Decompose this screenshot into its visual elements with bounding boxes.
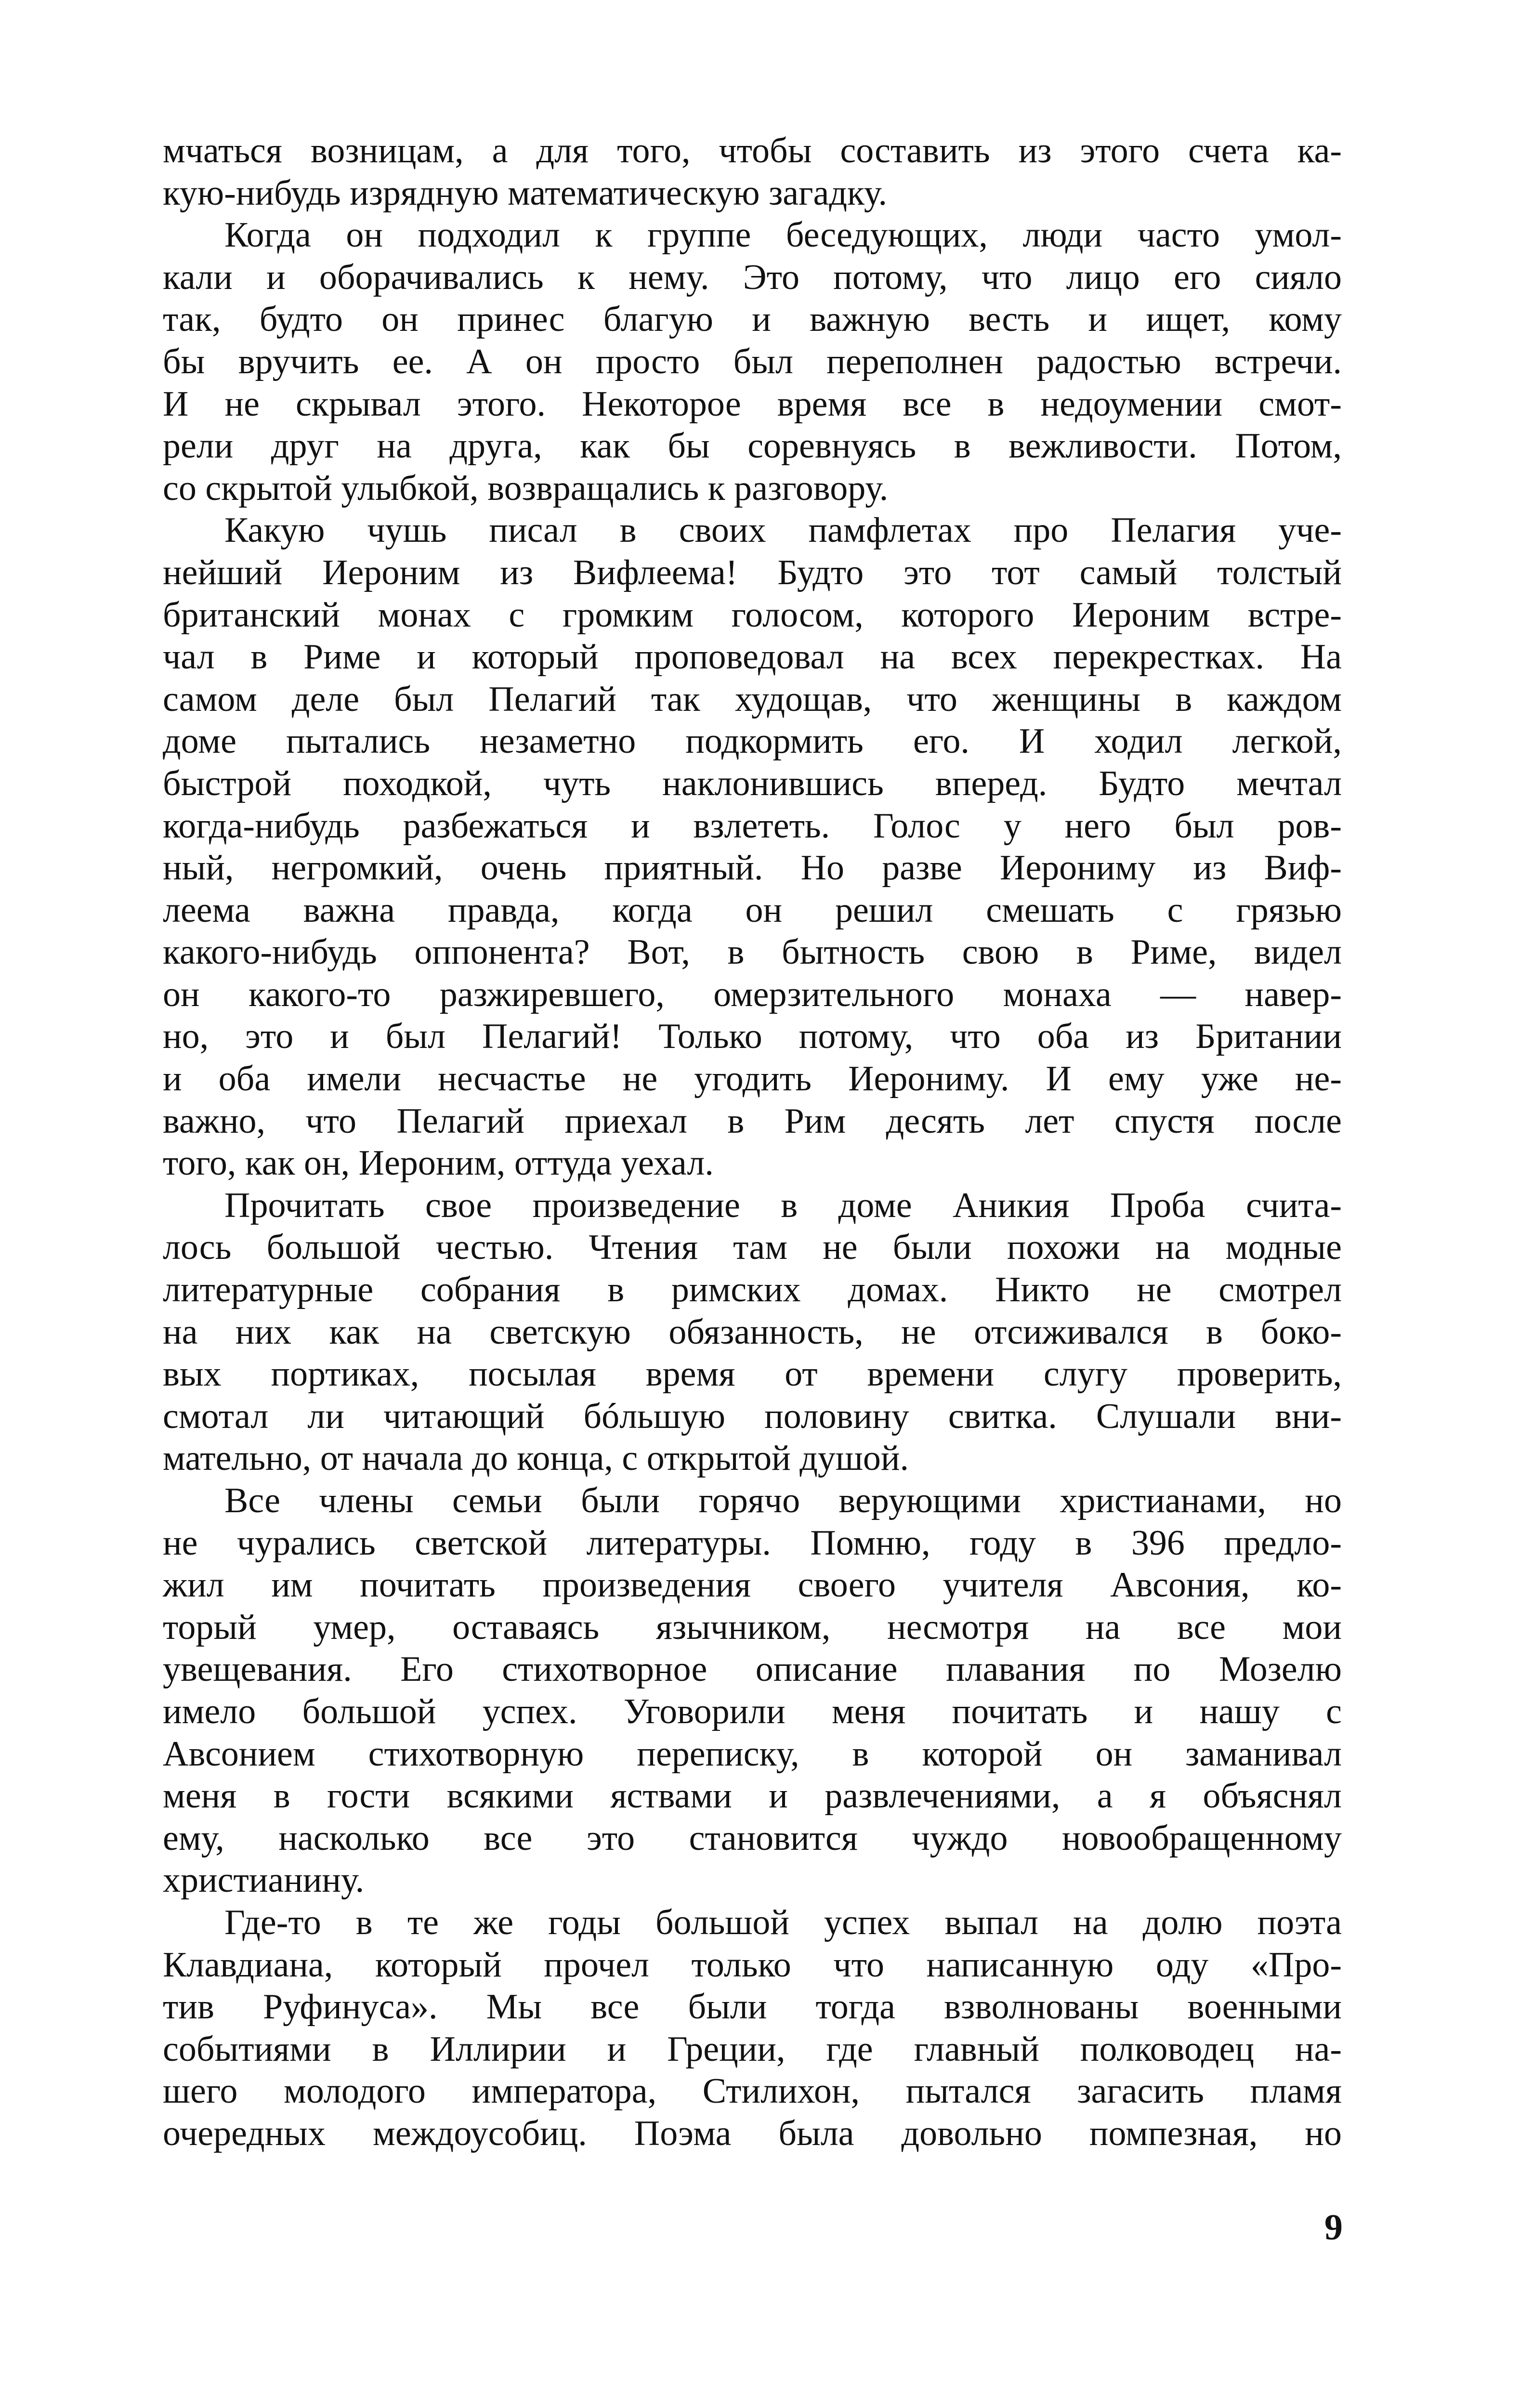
text-line: со скрытой улыбкой, возвращались к разговору. xyxy=(163,468,889,508)
text-line: кую-нибудь изрядную математическую загадку. xyxy=(163,173,887,213)
text-line: мчаться возницам, а для того, чтобы составить из этого счета ка- xyxy=(163,131,1342,170)
text-line: лось большой честью. Чтения там не были похожи на модные xyxy=(163,1228,1342,1268)
text-line: леема важна правда, когда он решил смешать с грязью xyxy=(163,890,1342,930)
text-line: христианину. xyxy=(163,1860,365,1900)
text-line: Прочитать свое произведение в доме Аникия Проба счита- xyxy=(224,1185,1342,1225)
text-line: нейший Иероним из Вифлеема! Будто это тот самый толстый xyxy=(163,552,1342,592)
text-line: того, как он, Иероним, оттуда уехал. xyxy=(163,1143,714,1183)
text-line: бы вручить ее. А он просто был переполнен радостью встречи. xyxy=(163,341,1342,381)
text-line: Когда он подходил к группе беседующих, люди часто умол- xyxy=(224,215,1342,255)
text-line: событиями в Иллирии и Греции, где главный полководец на- xyxy=(163,2029,1342,2069)
text-line: тив Руфинуса». Мы все были тогда взволнованы военными xyxy=(163,1987,1342,2027)
text-line: мательно, от начала до конца, с открытой душой. xyxy=(163,1439,909,1479)
text-line: какого-нибудь оппонента? Вот, в бытность свою в Риме, видел xyxy=(163,932,1342,972)
text-line: доме пытались незаметно подкормить его. И ходил легкой, xyxy=(163,721,1342,761)
text-line: шего молодого императора, Стилихон, пытался загасить пламя xyxy=(163,2071,1342,2111)
text-line: но, это и был Пелагий! Только потому, что оба из Британии xyxy=(163,1017,1342,1057)
text-line: не чурались светской литературы. Помню, году в 396 предло- xyxy=(163,1523,1342,1563)
text-line: И не скрывал этого. Некоторое время все в недоумении смот- xyxy=(163,384,1342,424)
page-number: 9 xyxy=(1324,2207,1343,2248)
text-line: Все члены семьи были горячо верующими христианами, но xyxy=(224,1481,1342,1520)
text-line: вых портиках, посылая время от времени слугу проверить, xyxy=(163,1354,1342,1394)
text-line: литературные собрания в римских домах. Никто не смотрел xyxy=(163,1270,1342,1310)
text-line: увещевания. Его стихотворное описание плавания по Мозелю xyxy=(163,1649,1342,1689)
text-line: торый умер, оставаясь язычником, несмотря на все мои xyxy=(163,1607,1342,1647)
text-line: Авсонием стихотворную переписку, в которой он заманивал xyxy=(163,1734,1342,1774)
text-line: британский монах с громким голосом, которого Иероним встре- xyxy=(163,595,1342,635)
text-line: быстрой походкой, чуть наклонившись вперед. Будто мечтал xyxy=(163,763,1342,803)
text-line: смотал ли читающий бóльшую половину свитка. Слушали вни- xyxy=(163,1396,1342,1436)
text-line: Где-то в те же годы большой успех выпал на долю поэта xyxy=(224,1902,1342,1942)
text-line: на них как на светскую обязанность, не отсиживался в боко- xyxy=(163,1312,1342,1352)
text-line: когда-нибудь разбежаться и взлететь. Голос у него был ров- xyxy=(163,806,1342,846)
text-line: имело большой успех. Уговорили меня почитать и нашу с xyxy=(163,1691,1342,1731)
text-line: важно, что Пелагий приехал в Рим десять лет спустя после xyxy=(163,1101,1342,1141)
text-line: меня в гости всякими яствами и развлечениями, а я объяснял xyxy=(163,1776,1342,1816)
text-line: он какого-то разжиревшего, омерзительного монаха — навер- xyxy=(163,974,1342,1014)
text-line: жил им почитать произведения своего учителя Авсония, ко- xyxy=(163,1565,1342,1605)
text-line: очередных междоусобиц. Поэма была довольно помпезная, но xyxy=(163,2113,1342,2153)
text-line: чал в Риме и который проповедовал на всех перекрестках. На xyxy=(163,637,1342,677)
text-line: ему, насколько все это становится чуждо новообращенному xyxy=(163,1818,1342,1858)
text-line: рели друг на друга, как бы соревнуясь в вежливости. Потом, xyxy=(163,426,1342,466)
text-line: Клавдиана, который прочел только что написанную оду «Про- xyxy=(163,1945,1342,1985)
text-line: кали и оборачивались к нему. Это потому, что лицо его сияло xyxy=(163,257,1342,297)
body-text xyxy=(163,130,1342,2155)
text-line: так, будто он принес благую и важную весть и ищет, кому xyxy=(163,300,1342,340)
text-line: и оба имели несчастье не угодить Иерониму. И ему уже не- xyxy=(163,1059,1342,1099)
text-line: самом деле был Пелагий так худощав, что женщины в каждом xyxy=(163,679,1342,719)
text-line: ный, негромкий, очень приятный. Но разве Иерониму из Виф- xyxy=(163,848,1342,888)
text-line: Какую чушь писал в своих памфлетах про Пелагия уче- xyxy=(224,510,1342,550)
